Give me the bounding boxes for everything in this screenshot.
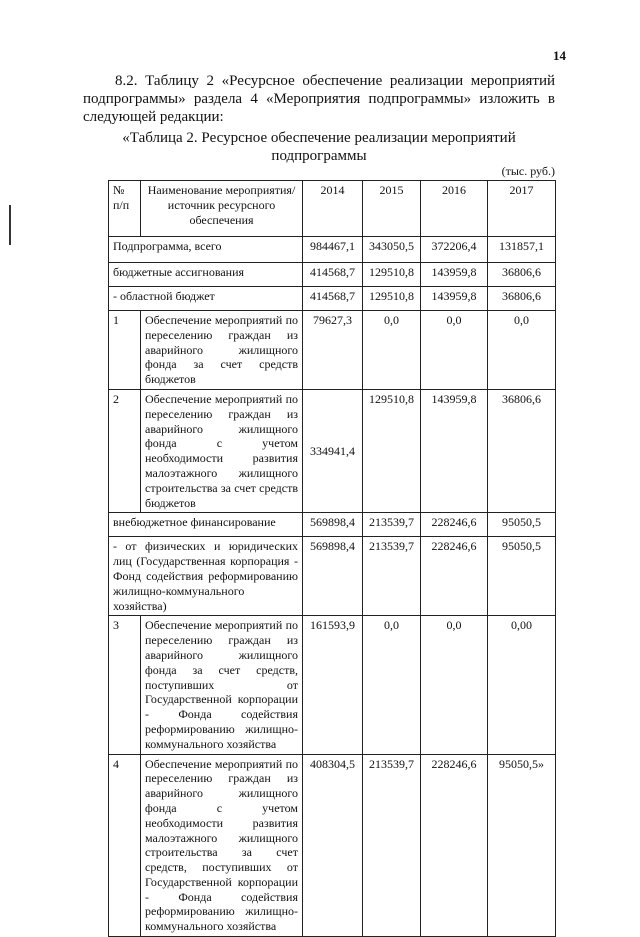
row-name: Подпрограмма, всего: [109, 237, 303, 263]
table-title: «Таблица 2. Ресурсное обеспечение реализации мероприятий подпрограммы: [122, 130, 516, 164]
header-name: Наименование мероприятия/источник ресурсного обеспечения: [141, 181, 303, 237]
table-row: [109, 263, 556, 287]
value-2017: 95050,5: [488, 513, 556, 537]
value-2015: 213539,7: [363, 754, 421, 937]
value-2014: 569898,4: [303, 537, 363, 616]
header-2016: 2016: [421, 181, 488, 237]
value-2015: 343050,5: [363, 237, 421, 263]
value-2014: 408304,5: [303, 754, 363, 937]
value-2016: 228246,6: [421, 513, 488, 537]
page-number: 14: [553, 48, 566, 63]
row-name: внебюджетное финансирование: [109, 513, 303, 537]
row-name: Обеспечение мероприятий по переселению граждан из аварийного жилищного фонда за счет средств бюджетов: [141, 311, 303, 390]
value-2016: 372206,4: [421, 237, 488, 263]
value-2015: 129510,8: [363, 389, 421, 512]
value-2015: 0,0: [363, 616, 421, 754]
table-row: [109, 389, 556, 512]
header-num: № п/п: [109, 181, 141, 237]
row-name: Обеспечение мероприятий по переселению граждан из аварийного жилищного фонда с учетом необходимости развития малоэтажного жилищного строительства за счет средств, поступивших от Государственной корпорации - Фонда содействия реформированию жилищно-коммунального хозяйства: [141, 754, 303, 937]
value-2017: 95050,5»: [488, 754, 556, 937]
value-2016: 143959,8: [421, 287, 488, 311]
value-2017: 0,00: [488, 616, 556, 754]
value-2014: 79627,3: [303, 311, 363, 390]
intro-paragraph: 8.2. Таблицу 2 «Ресурсное обеспечение реализации мероприятий подпрограммы» раздела 4 «Мероприятия подпрограммы» изложить в следующей редакции:: [83, 73, 555, 125]
row-number: 2: [109, 389, 141, 512]
value-2014: 569898,4: [303, 513, 363, 537]
value-2017: 36806,6: [488, 287, 556, 311]
value-2014: 334941,4: [303, 389, 363, 512]
value-2015: 213539,7: [363, 537, 421, 616]
row-number: 1: [109, 311, 141, 390]
table-row: [109, 616, 556, 754]
value-2015: 129510,8: [363, 287, 421, 311]
value-2017: 0,0: [488, 311, 556, 390]
value-2015: 0,0: [363, 311, 421, 390]
value-2014: 414568,7: [303, 287, 363, 311]
value-2016: 0,0: [421, 311, 488, 390]
value-2016: 228246,6: [421, 537, 488, 616]
value-2017: 36806,6: [488, 263, 556, 287]
row-number: 3: [109, 616, 141, 754]
value-2016: 143959,8: [421, 389, 488, 512]
table-row: [109, 513, 556, 537]
table-row: [109, 537, 556, 616]
table-row: [109, 311, 556, 390]
value-2016: 0,0: [421, 616, 488, 754]
value-2017: 95050,5: [488, 537, 556, 616]
value-2015: 213539,7: [363, 513, 421, 537]
row-number: 4: [109, 754, 141, 937]
value-2017: 36806,6: [488, 389, 556, 512]
value-2016: 143959,8: [421, 263, 488, 287]
header-2017: 2017: [488, 181, 556, 237]
units-label: (тыс. руб.): [501, 164, 555, 178]
table-row: [109, 754, 556, 937]
value-2014: 984467,1: [303, 237, 363, 263]
value-2015: 129510,8: [363, 263, 421, 287]
row-name: - областной бюджет: [109, 287, 303, 311]
scan-margin-mark: [9, 205, 11, 245]
header-2014: 2014: [303, 181, 363, 237]
row-name: Обеспечение мероприятий по переселению граждан из аварийного жилищного фонда с учетом необходимости развития малоэтажного жилищного строительства за счет средств бюджетов: [141, 389, 303, 512]
table-header-row: [109, 181, 556, 237]
value-2017: 131857,1: [488, 237, 556, 263]
row-name: Обеспечение мероприятий по переселению граждан из аварийного жилищного фонда за счет средств, поступивших от Государственной корпорации - Фонда содействия реформированию жилищно-коммунального хозяйства: [141, 616, 303, 754]
header-2015: 2015: [363, 181, 421, 237]
table-row: [109, 237, 556, 263]
row-name: бюджетные ассигнования: [109, 263, 303, 287]
value-2016: 228246,6: [421, 754, 488, 937]
table-row: [109, 287, 556, 311]
row-name: - от физических и юридических лиц (Государственная корпорация - Фонд содействия реформированию жилищно-коммунального хозяйства): [109, 537, 303, 616]
value-2014: 161593,9: [303, 616, 363, 754]
resource-table: [108, 180, 556, 937]
value-2014: 414568,7: [303, 263, 363, 287]
